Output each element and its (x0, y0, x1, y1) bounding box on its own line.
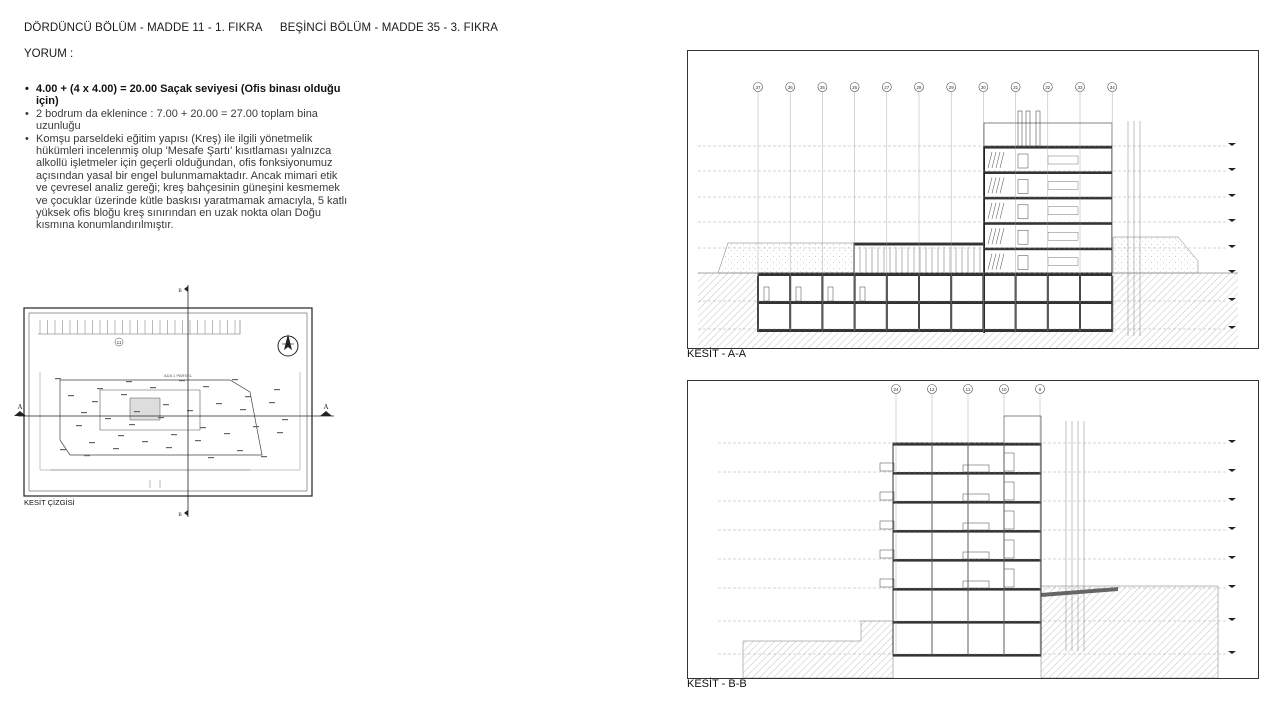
axis-label-bb: 10 (1001, 387, 1007, 392)
section-bb-drawing (688, 381, 1258, 678)
axis-label-aa: 29 (948, 85, 954, 90)
section-aa-frame (687, 50, 1259, 349)
axis-label-bb: 24 (893, 387, 899, 392)
axis-label-aa: 31 (1013, 85, 1019, 90)
axis-label-aa: 32 (1045, 85, 1051, 90)
bullet-total-height: • 2 bodrum da eklenince : 7.00 + 20.00 = 27.00 toplam bina uzunluğu (24, 108, 350, 133)
site-plan (0, 280, 360, 520)
section-marker-b-top: B (178, 289, 182, 294)
axis-label-bb: 11 (965, 387, 971, 392)
north-arrow-icon (278, 334, 298, 356)
parcel-label: ADA 1 PARSEL (164, 373, 192, 378)
header-ref-2: BEŞİNCİ BÖLÜM - MADDE 35 - 3. FIKRA (279, 22, 499, 34)
site-plan-caption: KESİT ÇİZGİSİ (24, 498, 75, 507)
section-aa-caption: KESİT - A-A (687, 348, 747, 360)
axis-label-aa: 28 (916, 85, 922, 90)
site-plan-drawing (0, 280, 360, 520)
yorum-label: YORUM : (24, 48, 74, 60)
axis-label-aa: 26 (852, 85, 858, 90)
axis-label-aa: 34 (1109, 85, 1115, 90)
axis-label-bb: 9 (1038, 387, 1042, 392)
section-aa-drawing (688, 51, 1258, 348)
axis-label-aa: 27 (884, 85, 890, 90)
axis-label-bb: 12 (929, 387, 935, 392)
bullet-kindergarten: • Komşu parseldeki eğitim yapısı (Kreş) ile ilgili yönetmelik hükümleri incelenmiş olup 'Mesafe Şartı' kısıtlaması yalnızca alkollü işletmeler için geçerli olduğundan, ofis fonksiyonumuz açısından yasal bir engel bulunmamaktadır. Ancak mimari etik ve çevresel analiz gereği; kreş bahçesinin güneşini kesmemek ve çocuklar üzerinde kütle baskısı yaratmamak amacıyla, 5 katlı yüksek ofis bloğu kreş sınırından en uzak nokta olan Doğu kısmına konumlandırılmıştır. (24, 133, 350, 232)
section-marker-b-bottom: B (178, 513, 182, 518)
axis-label-aa: 30 (980, 85, 986, 90)
header-ref-1: DÖRDÜNCÜ BÖLÜM - MADDE 11 - 1. FIKRA (24, 22, 263, 34)
section-marker-a-left: A (17, 403, 23, 411)
comment-list (24, 83, 350, 232)
axis-label-aa: 35 (819, 85, 825, 90)
section-marker-a-right: A (323, 403, 329, 411)
grid-bubble-label: 11 (116, 340, 122, 345)
section-bb-frame (687, 380, 1259, 679)
bullet-eave-level: • 4.00 + (4 x 4.00) = 20.00 Saçak seviyesi (Ofis binası olduğu için) (24, 83, 350, 108)
axis-label-aa: 37 (755, 85, 761, 90)
section-bb-caption: KESİT - B-B (687, 678, 747, 690)
axis-label-aa: 33 (1077, 85, 1083, 90)
axis-label-aa: 36 (787, 85, 793, 90)
header (24, 22, 512, 34)
